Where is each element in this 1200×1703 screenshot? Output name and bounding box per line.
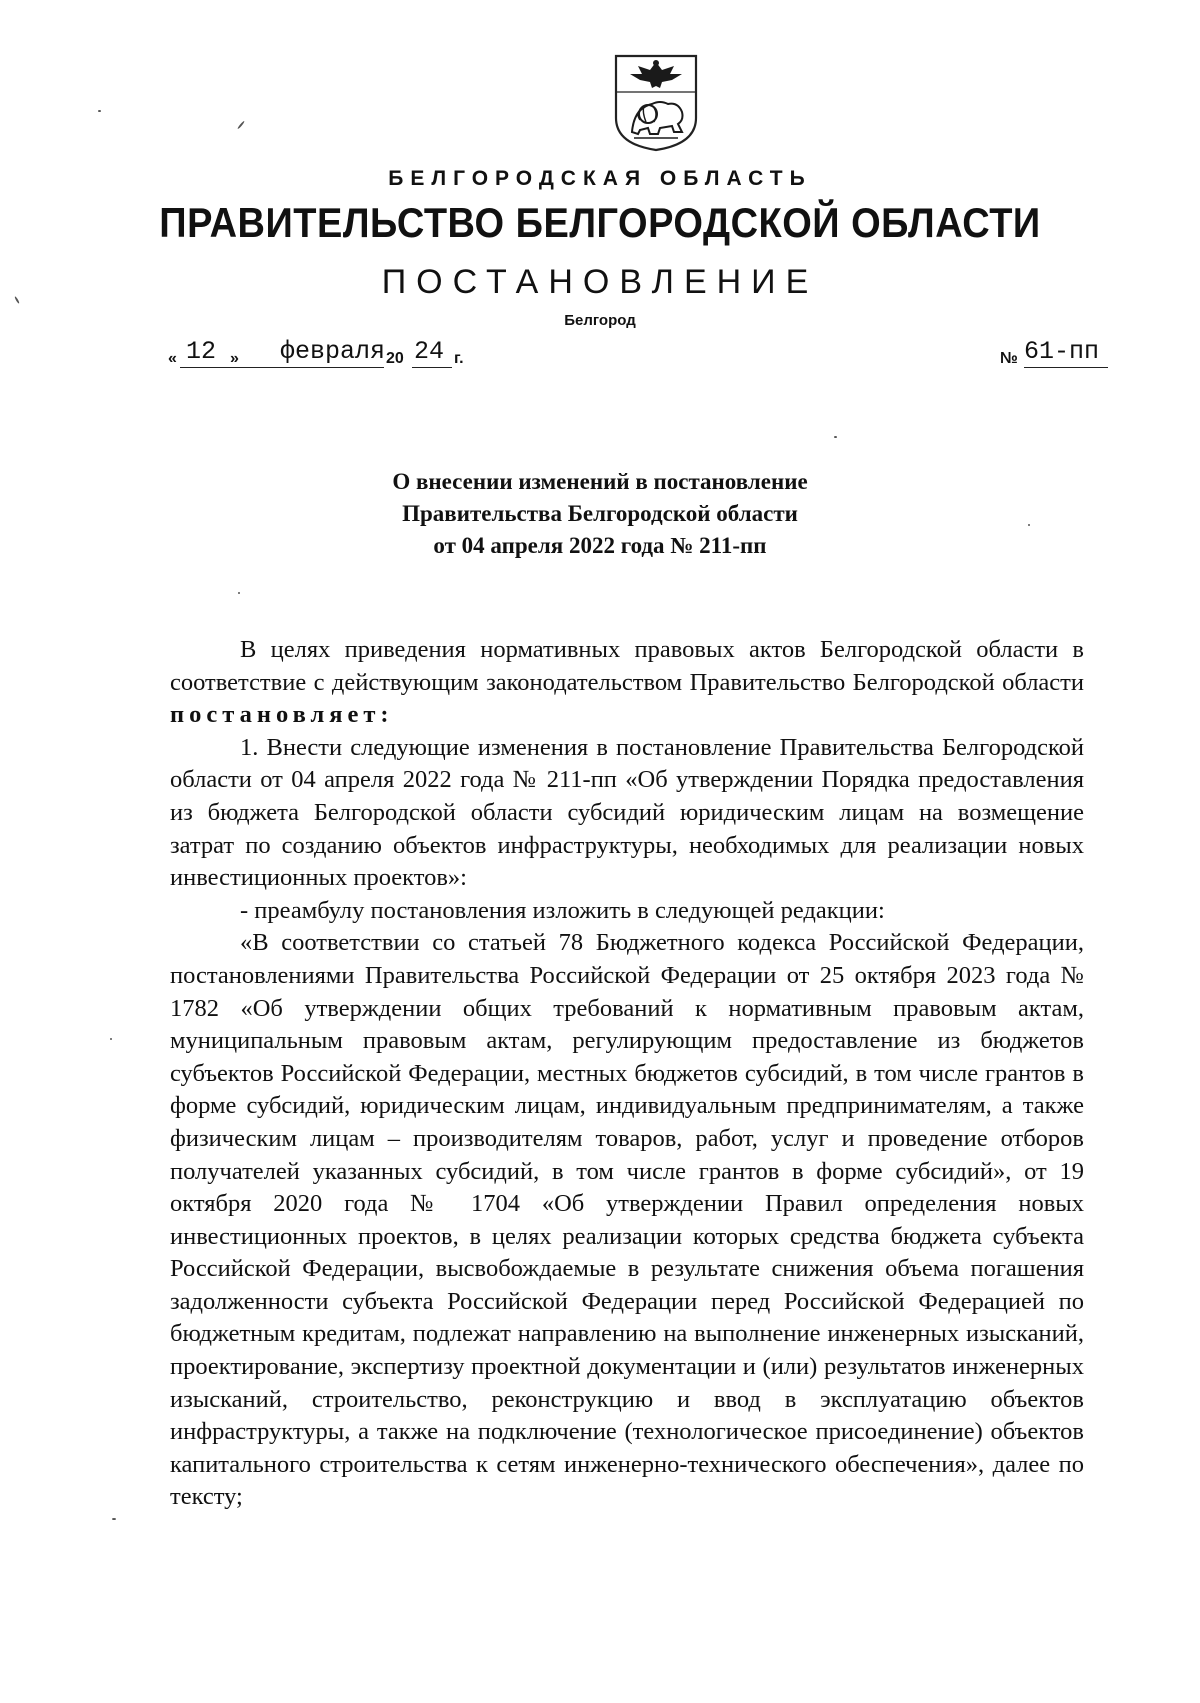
year-prefix: 20	[386, 350, 404, 367]
year-suffix: 24	[414, 337, 445, 366]
year-underline	[412, 367, 452, 368]
date-number-line	[168, 334, 1108, 368]
number-underline	[1024, 367, 1108, 368]
item-1-subparagraph: - преамбулу постановления изложить в следующей редакции:	[240, 896, 885, 924]
scan-speck	[1028, 524, 1030, 526]
open-quote: «	[168, 350, 177, 367]
document-number: 61-пп	[1024, 337, 1100, 366]
coat-of-arms-emblem	[612, 52, 700, 152]
city-name: Белгород	[564, 312, 636, 329]
title-line-1: О внесении изменений в постановление	[392, 469, 808, 494]
scan-speck	[834, 436, 837, 438]
date-month: февраля	[280, 337, 386, 366]
preamble-paragraph	[170, 634, 1084, 732]
scan-speck	[98, 110, 101, 112]
government-name: ПРАВИТЕЛЬСТВО БЕЛГОРОДСКОЙ ОБЛАСТИ	[159, 200, 1041, 248]
scan-speck	[237, 121, 245, 130]
date-day: 12	[186, 337, 217, 366]
close-quote: »	[230, 350, 239, 367]
document-type: ПОСТАНОВЛЕНИЕ	[381, 263, 819, 301]
region-name: БЕЛГОРОДСКАЯ ОБЛАСТЬ	[388, 167, 812, 190]
title-line-2: Правительства Белгородской области	[402, 501, 798, 526]
month-underline	[248, 367, 384, 368]
scan-speck	[110, 1038, 112, 1040]
document-title	[0, 466, 1200, 562]
title-line-3: от 04 апреля 2022 года № 211-пп	[433, 533, 767, 558]
preamble-text: В целях приведения нормативных правовых актов Белгородской области в соответствие с действующим законодательством Правительство Белгородской области	[170, 636, 1084, 696]
quoted-preamble-paragraph: «В соответствии со статьей 78 Бюджетного кодекса Российской Федерации, постановлениями Правительства Российской Федерации от 25 октября 2023 года № 1782 «Об утверждении общих требований к нормативным правовым актам, муниципальным правовым актам, регулирующим предоставление из бюджетов субъектов Российской Федерации, местных бюджетов субсидий, в том числе грантов в форме субсидий, юридическим лицам, индивидуальным предпринимателям, а также физическим лицам – производителям товаров, работ, услуг и проведение отборов получателей указанных субсидий, в том числе грантов в форме субсидий», от 19 октября 2020 года № 1704 «Об утверждении Правил определения новых инвестиционных проектов, в целях реализации которых средства бюджета субъекта Российской Федерации, высвобождаемые в результате снижения объема погашения задолженности субъекта Российской Федерации перед Российской Федерацией по бюджетным кредитам, подлежат направлению на выполнение инженерных изысканий, проектирование, экспертизу проектной документации и (или) результатов инженерных изысканий, строительство, реконструкцию и ввод в эксплуатацию объектов инфраструктуры, а также на подключение (технологическое присоединение) объектов капитального строительства к сетям инженерно-технического обеспечения», далее по тексту;	[170, 929, 1084, 1511]
number-label: №	[1000, 350, 1018, 367]
scan-speck	[112, 1518, 116, 1520]
year-abbr: г.	[454, 350, 464, 367]
item-1-paragraph: 1. Внести следующие изменения в постановление Правительства Белгородской области от 04 апреля 2022 года № 211-пп «Об утверждении Порядка предоставления из бюджета Белгородской области субсидий юридическим лицам на возмещение затрат по созданию объектов инфраструктуры, необходимых для реализации новых инвестиционных проектов»:	[170, 733, 1084, 892]
document-body	[170, 634, 1084, 1514]
resolves-word: постановляет:	[170, 701, 394, 729]
scan-speck	[238, 592, 240, 594]
